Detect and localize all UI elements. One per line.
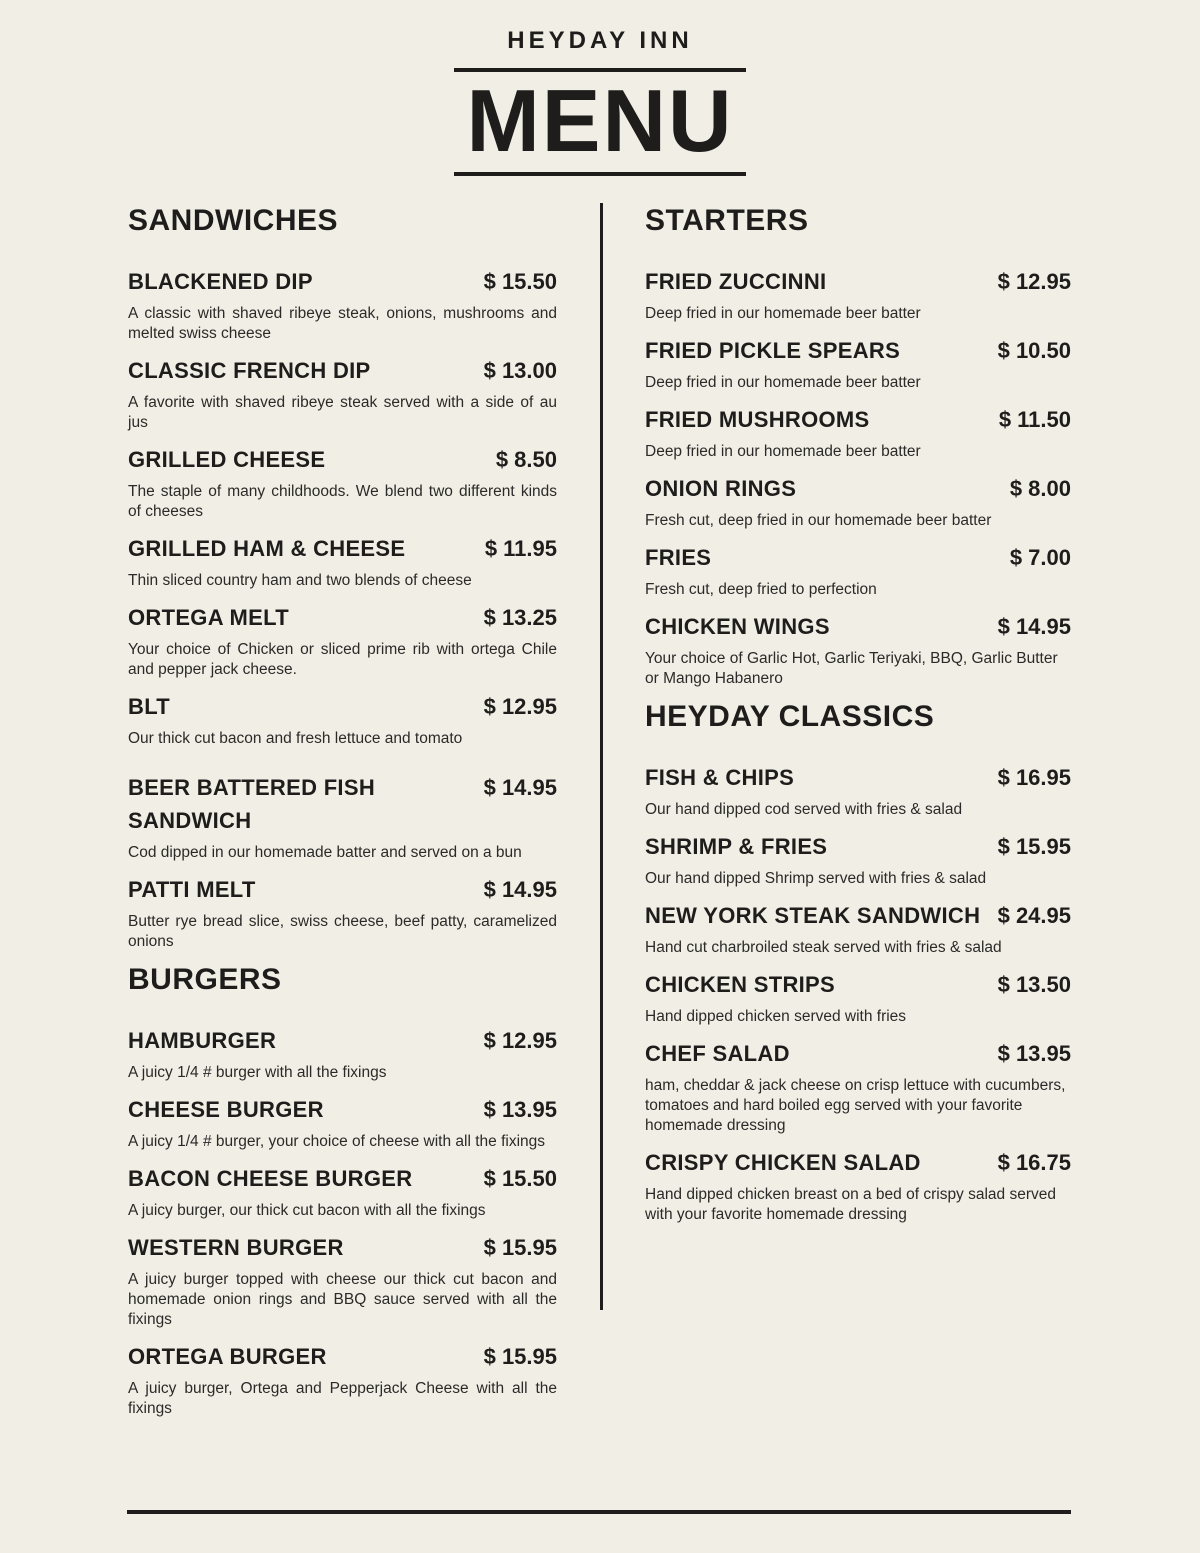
menu-item [645, 334, 1071, 393]
menu-item-header [128, 690, 557, 723]
menu-item-price: $ 12.95 [483, 694, 557, 719]
menu-item-name: SHRIMP & FRIES [645, 834, 828, 859]
menu-item-price: $ 14.95 [483, 877, 557, 902]
menu-item-price: $ 12.95 [997, 269, 1071, 294]
menu-item [645, 899, 1071, 958]
menu-item-description: A juicy burger topped with cheese our thick cut bacon and homemade onion rings and BBQ sauce served with all the fixings [128, 1271, 557, 1328]
menu-item [128, 690, 557, 749]
menu-item-header [128, 532, 557, 565]
menu-item-description: Our hand dipped cod served with fries & salad [645, 801, 963, 818]
menu-column-left [128, 203, 557, 1429]
section-heading: STARTERS [645, 204, 809, 237]
menu-item-name: BEER BATTERED FISH SANDWICH [128, 775, 376, 833]
section-items [128, 1024, 557, 1419]
menu-item-header [128, 771, 557, 837]
menu-column-right [645, 203, 1071, 1235]
section-heading: BURGERS [128, 963, 282, 996]
menu-item-name: CRISPY CHICKEN SALAD [645, 1150, 921, 1175]
menu-item-header [645, 830, 1071, 863]
menu-item-name: FISH & CHIPS [645, 765, 795, 790]
menu-item-header [645, 334, 1071, 367]
menu-item-price: $ 16.95 [997, 765, 1071, 790]
menu-item-description: A juicy burger, Ortega and Pepperjack Cheese with all the fixings [128, 1380, 557, 1417]
menu-item-price: $ 15.95 [483, 1235, 557, 1260]
menu-item-price: $ 15.50 [483, 1166, 557, 1191]
menu-item [128, 532, 557, 591]
menu-item-description: Butter rye bread slice, swiss cheese, beef patty, caramelized onions [128, 913, 557, 950]
menu-item [128, 1340, 557, 1419]
section-heading: HEYDAY CLASSICS [645, 700, 935, 733]
menu-item-header [645, 968, 1071, 1001]
menu-item-name: BLACKENED DIP [128, 269, 313, 294]
menu-item [128, 443, 557, 522]
menu-item [645, 1146, 1071, 1225]
menu-item-header [128, 443, 557, 476]
menu-item-name: ORTEGA MELT [128, 605, 289, 630]
menu-item-name: CHEF SALAD [645, 1041, 790, 1066]
menu-item-description: Your choice of Chicken or sliced prime rib with ortega Chile and pepper jack cheese. [128, 641, 557, 678]
column-divider [600, 203, 603, 1310]
menu-item-name: HAMBURGER [128, 1028, 277, 1053]
menu-item-description: A classic with shaved ribeye steak, onions, mushrooms and melted swiss cheese [128, 305, 557, 342]
menu-item-price: $ 15.50 [483, 269, 557, 294]
menu-item-price: $ 13.95 [997, 1041, 1071, 1066]
menu-item-name: GRILLED CHEESE [128, 447, 326, 472]
menu-item-header [645, 403, 1071, 436]
menu-item-name: CHICKEN WINGS [645, 614, 830, 639]
menu-section [128, 203, 557, 952]
menu-item-name: FRIES [645, 545, 712, 570]
menu-item-description: Cod dipped in our homemade batter and served on a bun [128, 844, 522, 861]
menu-item [128, 601, 557, 680]
menu-item-description: Hand cut charbroiled steak served with fries & salad [645, 939, 1002, 956]
menu-item-header [645, 541, 1071, 574]
menu-item-name: WESTERN BURGER [128, 1235, 344, 1260]
menu-item-description: ham, cheddar & jack cheese on crisp lettuce with cucumbers, tomatoes and hard boiled egg served with your favorite homemade dressing [645, 1077, 1066, 1134]
menu-item-description: Hand dipped chicken served with fries [645, 1008, 907, 1025]
menu-item [128, 1093, 557, 1152]
menu-item-description: A favorite with shaved ribeye steak served with a side of au jus [128, 394, 557, 431]
menu-item-name: ONION RINGS [645, 476, 797, 501]
menu-item-name: CHICKEN STRIPS [645, 972, 835, 997]
menu-item-name: BACON CHEESE BURGER [128, 1166, 413, 1191]
menu-item-header [645, 265, 1071, 298]
menu-item-header [128, 873, 557, 906]
menu-item [645, 265, 1071, 324]
menu-item [128, 1162, 557, 1221]
menu-item-header [645, 899, 1071, 932]
menu-section [645, 203, 1071, 689]
section-items [645, 761, 1071, 1225]
menu-item [128, 265, 557, 344]
menu-item-description: Our thick cut bacon and fresh lettuce and tomato [128, 730, 463, 747]
menu-item-header [128, 1340, 557, 1373]
menu-item-price: $ 11.95 [484, 536, 557, 561]
restaurant-name: HEYDAY INN [507, 27, 693, 54]
menu-item [128, 1231, 557, 1330]
menu-item-header [645, 761, 1071, 794]
menu-section [645, 699, 1071, 1225]
menu-item [128, 354, 557, 433]
menu-item-header [645, 472, 1071, 505]
menu-item-header [128, 1231, 557, 1264]
menu-item-price: $ 14.95 [483, 775, 557, 800]
menu-item-price: $ 13.50 [997, 972, 1071, 997]
menu-item-price: $ 13.00 [483, 358, 557, 383]
menu-item-name: CLASSIC FRENCH DIP [128, 358, 371, 383]
menu-item-description: Thin sliced country ham and two blends of cheese [128, 572, 472, 589]
menu-item-price: $ 15.95 [997, 834, 1071, 859]
menu-item-name: BLT [128, 694, 171, 719]
menu-item-price: $ 13.95 [483, 1097, 557, 1122]
menu-item-price: $ 15.95 [483, 1344, 557, 1369]
menu-item [645, 968, 1071, 1027]
menu-item-description: Deep fried in our homemade beer batter [645, 374, 921, 391]
menu-item-header [645, 1037, 1071, 1070]
menu-item-header [645, 610, 1071, 643]
menu-item-description: The staple of many childhoods. We blend two different kinds of cheeses [128, 483, 557, 520]
menu-item-name: ORTEGA BURGER [128, 1344, 327, 1369]
menu-item [645, 403, 1071, 462]
menu-item-name: PATTI MELT [128, 877, 256, 902]
menu-item-header [128, 1024, 557, 1057]
menu-item-header [128, 1162, 557, 1195]
menu-item-description: Fresh cut, deep fried in our homemade beer batter [645, 512, 992, 529]
menu-item-name: GRILLED HAM & CHEESE [128, 536, 406, 561]
menu-item [128, 1024, 557, 1083]
menu-item-price: $ 12.95 [483, 1028, 557, 1053]
menu-header [0, 0, 1200, 176]
menu-item-description: A juicy 1/4 # burger, your choice of cheese with all the fixings [128, 1133, 546, 1150]
menu-item-price: $ 16.75 [997, 1150, 1071, 1175]
menu-item-price: $ 11.50 [998, 407, 1071, 432]
menu-item-price: $ 8.50 [495, 447, 557, 472]
menu-item-description: Your choice of Garlic Hot, Garlic Teriyaki, BBQ, Garlic Butter or Mango Habanero [645, 650, 1058, 687]
menu-item-description: Deep fried in our homemade beer batter [645, 305, 921, 322]
menu-item-description: A juicy 1/4 # burger with all the fixings [128, 1064, 387, 1081]
menu-item-header [128, 354, 557, 387]
menu-item-name: FRIED MUSHROOMS [645, 407, 870, 432]
menu-item-name: FRIED PICKLE SPEARS [645, 338, 901, 363]
menu-item-price: $ 8.00 [1009, 476, 1071, 501]
menu-item-description: A juicy burger, our thick cut bacon with all the fixings [128, 1202, 486, 1219]
menu-item-price: $ 13.25 [483, 605, 557, 630]
header-bottom-rule [454, 172, 746, 176]
menu-item [128, 873, 557, 952]
menu-item-description: Our hand dipped Shrimp served with fries & salad [645, 870, 987, 887]
menu-item [645, 761, 1071, 820]
menu-item [645, 830, 1071, 889]
menu-item-header [128, 1093, 557, 1126]
menu-item [645, 541, 1071, 600]
menu-section [128, 962, 557, 1419]
footer-rule [127, 1510, 1071, 1514]
menu-item [128, 771, 557, 863]
menu-item-price: $ 24.95 [997, 903, 1071, 928]
menu-title: MENU [466, 71, 734, 170]
menu-item-name: CHEESE BURGER [128, 1097, 324, 1122]
menu-item-header [645, 1146, 1071, 1179]
section-items [645, 265, 1071, 689]
menu-item-price: $ 10.50 [997, 338, 1071, 363]
menu-item-price: $ 7.00 [1009, 545, 1071, 570]
section-items [128, 265, 557, 952]
menu-item-description: Hand dipped chicken breast on a bed of crispy salad served with your favorite homemade dressing [645, 1186, 1056, 1223]
menu-item-name: NEW YORK STEAK SANDWICH [645, 903, 981, 928]
menu-item-description: Deep fried in our homemade beer batter [645, 443, 921, 460]
menu-item-price: $ 14.95 [997, 614, 1071, 639]
menu-item [645, 610, 1071, 689]
menu-item-description: Fresh cut, deep fried to perfection [645, 581, 877, 598]
menu-item-header [128, 601, 557, 634]
menu-item [645, 1037, 1071, 1136]
section-heading: SANDWICHES [128, 204, 339, 237]
menu-item [645, 472, 1071, 531]
menu-item-header [128, 265, 557, 298]
menu-item-name: FRIED ZUCCINNI [645, 269, 827, 294]
